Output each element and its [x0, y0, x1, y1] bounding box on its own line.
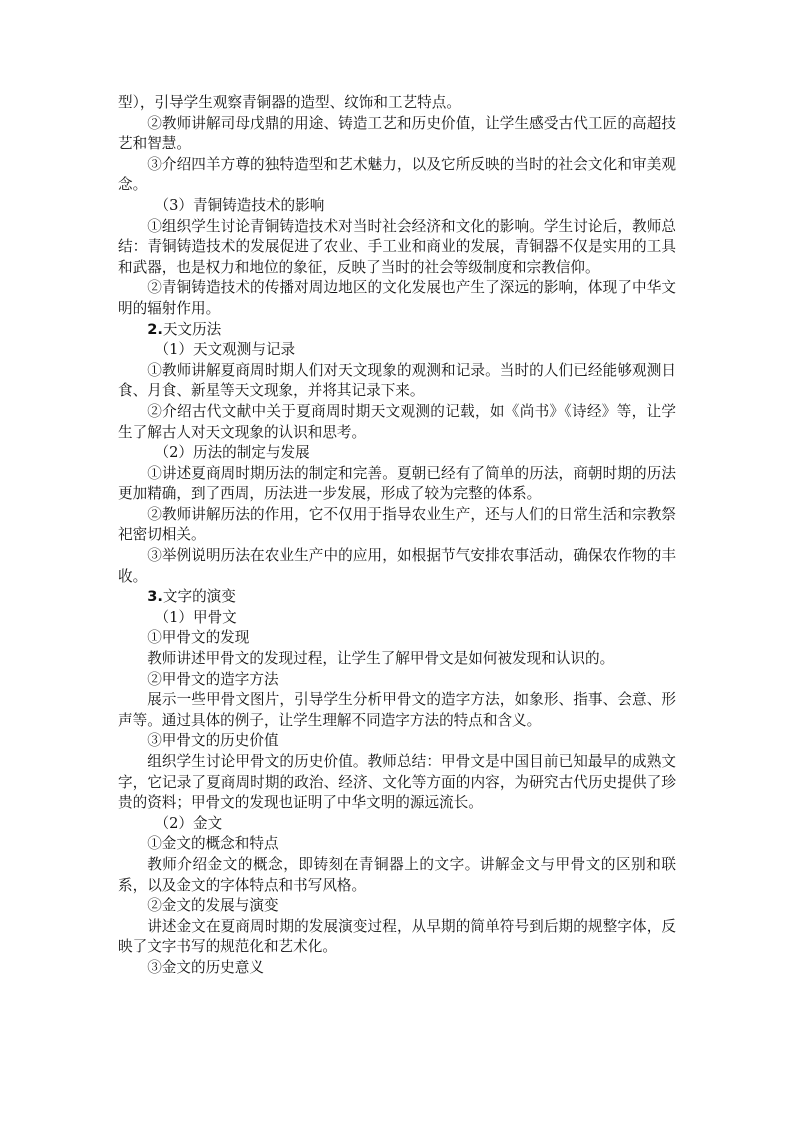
- subsection-heading: （3）青铜铸造技术的影响: [154, 196, 325, 214]
- paragraph: ③举例说明历法在农业生产中的应用，如根据节气安排农事活动，确保农作物的丰收。: [118, 547, 676, 585]
- paragraph: ②教师讲解司母戊鼎的用途、铸造工艺和历史价值，让学生感受古代工匠的高超技艺和智慧。: [118, 114, 676, 153]
- paragraph: 型），引导学生观察青铜器的造型、纹饰和工艺特点。: [118, 94, 461, 111]
- subheading-item: ②甲骨文的造字方法: [147, 670, 279, 688]
- paragraph: 教师介绍金文的概念，即铸刻在青铜器上的文字。讲解金文与甲骨文的区别和联系，以及金文的字体特点和书写风格。: [118, 855, 676, 894]
- subheading-item: ②金文的发展与演变: [147, 897, 279, 915]
- paragraph: ②青铜铸造技术的传播对周边地区的文化发展也产生了深远的影响，体现了中华文明的辐射作用。: [118, 279, 676, 317]
- subheading-item: ③金文的历史意义: [147, 958, 264, 976]
- subsection-heading: （1）天文观测与记录: [154, 341, 296, 359]
- paragraph: 组织学生讨论甲骨文的历史价值。教师总结：甲骨文是中国目前已知最早的成熟文字，它记录了夏商周时期的政治、经济、文化等方面的内容，为研究古代历史提供了珍贵的资料；甲骨文的发现也证明了中华文明的源远流长。: [118, 753, 676, 812]
- subsection-heading: （2）金文: [154, 814, 223, 832]
- paragraph: ②教师讲解历法的作用，它不仅用于指导农业生产，还与人们的日常生活和宗教祭祀密切相关。: [118, 505, 676, 544]
- subheading-item: ③甲骨文的历史价值: [147, 732, 279, 750]
- document-page: [118, 93, 676, 979]
- paragraph: ①组织学生讨论青铜铸造技术对当时社会经济和文化的影响。学生讨论后，教师总结：青铜铸造技术的发展促进了农业、手工业和商业的发展，青铜器不仅是实用的工具和武器，也是权力和地位的象征，反映了当时的社会等级制度和宗教信仰。: [118, 217, 676, 276]
- section-number: 2.: [147, 320, 163, 338]
- section-heading: [118, 320, 676, 341]
- subsection-heading: （1）甲骨文: [154, 608, 237, 626]
- section-title: 文字的演变: [162, 588, 236, 606]
- paragraph: ①讲述夏商周时期历法的制定和完善。夏朝已经有了简单的历法，商朝时期的历法更加精确，到了西周，历法进一步发展，形成了较为完整的体系。: [118, 464, 676, 503]
- paragraph: 展示一些甲骨文图片，引导学生分析甲骨文的造字方法，如象形、指事、会意、形声等。通过具体的例子，让学生理解不同造字方法的特点和含义。: [118, 691, 676, 729]
- section-title: 天文历法: [162, 320, 222, 338]
- subheading-item: ①甲骨文的发现: [147, 629, 250, 647]
- paragraph: ①教师讲解夏商周时期人们对天文现象的观测和记录。当时的人们已经能够观测日食、月食、新星等天文现象，并将其记录下来。: [118, 361, 676, 400]
- subheading-item: ①金文的概念和特点: [147, 835, 279, 853]
- paragraph: ③介绍四羊方尊的独特造型和艺术魅力，以及它所反映的当时的社会文化和审美观念。: [118, 155, 676, 194]
- subsection-heading: （2）历法的制定与发展: [154, 444, 310, 462]
- paragraph: ②介绍古代文献中关于夏商周时期天文观测的记载，如《尚书》《诗经》等，让学生了解古人对天文现象的认识和思考。: [118, 402, 676, 441]
- paragraph: 教师讲述甲骨文的发现过程，让学生了解甲骨文是如何被发现和认识的。: [147, 650, 615, 668]
- section-heading: [118, 587, 676, 608]
- section-number: 3.: [147, 588, 163, 606]
- paragraph: 讲述金文在夏商周时期的发展演变过程，从早期的简单符号到后期的规整字体，反映了文字书写的规范化和艺术化。: [118, 917, 676, 956]
